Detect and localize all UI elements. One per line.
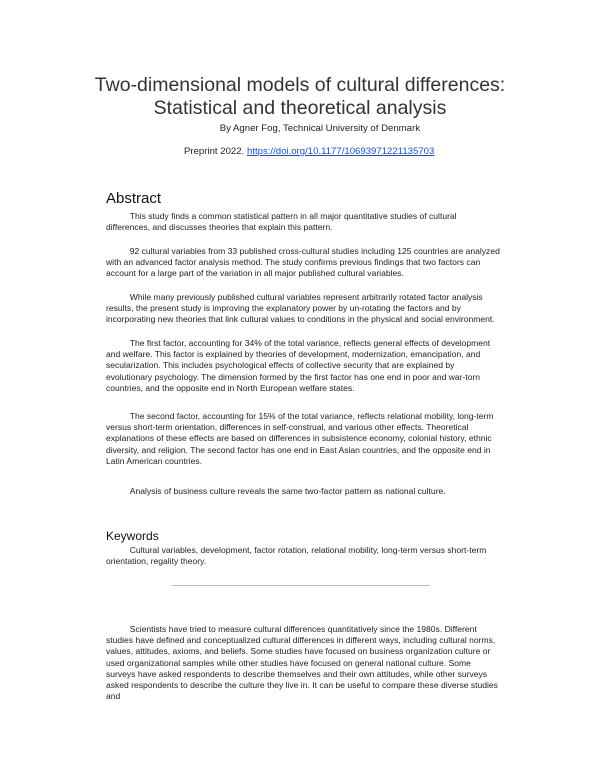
section-divider <box>172 585 430 586</box>
preprint-line <box>184 146 434 157</box>
paper-title-line-2: Statistical and theoretical analysis <box>153 97 447 119</box>
abstract-paragraph-2: 92 cultural variables from 33 published cross-cultural studies including 125 countries are analyzed with an advanced factor analysis method. The study confirms previous findings that two factors can account for a large part of the variation in all major published cultural variables. <box>106 246 500 279</box>
abstract-paragraph-5: The second factor, accounting for 15% of the total variance, reflects relational mobility, long-term versus short-term orientation, differences in self-construal, and various other effects. Theoretical explanations of these effects are based on differences in subsistence economy, colonial history, ethnic diversity, and religion. The second factor has one end in East Asian countries, and the opposite end in Latin American countries. <box>106 411 494 466</box>
abstract-paragraph-1: This study finds a common statistical pattern in all major quantitative studies of cultural differences, and discusses theories that explain this pattern. <box>106 211 457 233</box>
abstract-paragraph-3: While many previously published cultural variables represent arbitrarily rotated factor analysis results, the present study is improving the explanatory power by un-rotating the factors and by incorporating new theories that link cultural values to conditions in the physical and social environment. <box>106 292 495 325</box>
abstract-paragraph-6: Analysis of business culture reveals the same two-factor pattern as national culture. <box>106 486 446 496</box>
keywords-text: Cultural variables, development, factor rotation, relational mobility, long-term versus short-term orientation, regality theory. <box>106 545 487 567</box>
abstract-heading: Abstract <box>106 190 162 207</box>
body-paragraph-1: Scientists have tried to measure cultural differences quantitatively since the 1980s. Different studies have defined and conceptualized cultural differences in different ways, including cultural norms, values, attitudes, axioms, and beliefs. Some studies have focused on business organization culture or used organizational samples while other studies have focused on general national culture. Some surveys have asked respondents to describe themselves and their own attitudes, while other surveys asked respondents to describe the culture they live in. It can be useful to compare these diverse studies and <box>106 624 498 702</box>
paper-title-line-1: Two-dimensional models of cultural differences: <box>94 74 506 96</box>
author-line: By Agner Fog, Technical University of Denmark <box>219 123 420 134</box>
keywords-heading: Keywords <box>106 529 159 543</box>
doi-link[interactable]: https://doi.org/10.1177/10693971221135703 <box>246 146 435 157</box>
paper-title <box>40 74 560 120</box>
abstract-paragraph-4: The first factor, accounting for 34% of the total variance, reflects general effects of development and welfare. This factor is explained by theories of development, modernization, emancipation, and secularization. This includes psychological effects of collective security that are explained by evolutionary psychology. The dimension formed by the first factor has one end in poor and war-torn countries, and the opposite end in North European welfare states. <box>106 338 491 393</box>
preprint-label: Preprint 2022. <box>184 146 245 157</box>
